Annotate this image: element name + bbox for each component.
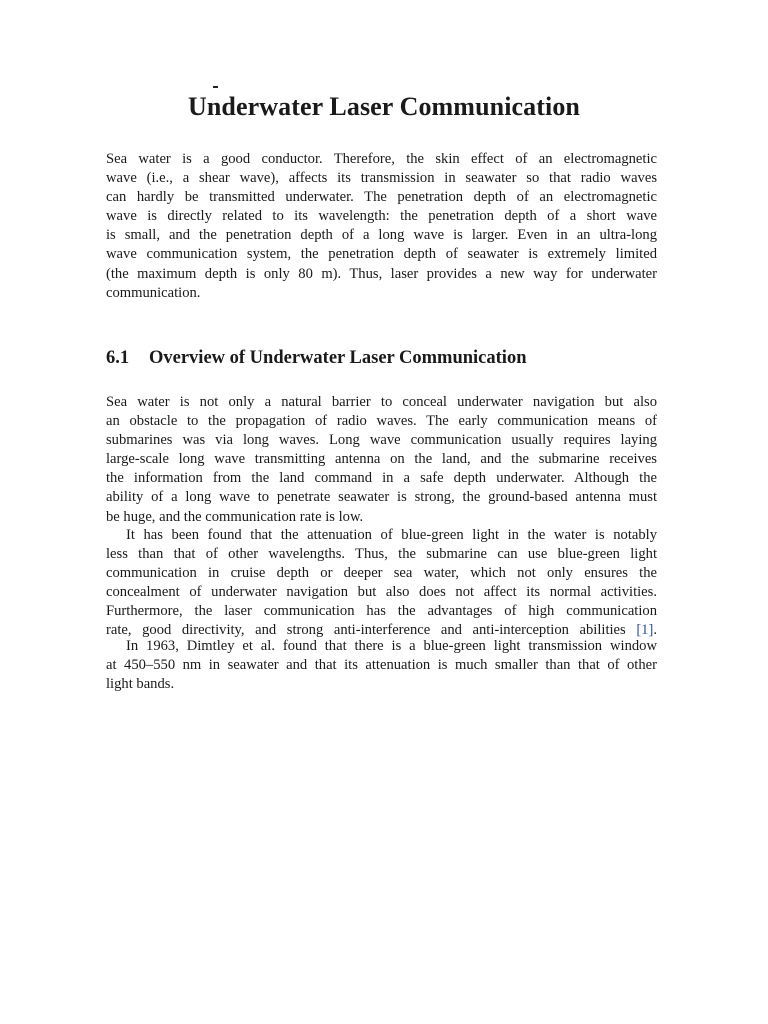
body-paragraph-1 <box>106 393 657 527</box>
citation-period: . <box>653 622 657 639</box>
p1-line: be huge, and the communication rate is low. <box>106 508 364 525</box>
p2-line: Furthermore, the laser communication has the advantages of high communication <box>106 603 657 620</box>
p1-line: large-scale long wave transmitting antenna on the land, and the submarine receives <box>106 451 657 468</box>
intro-line: communication. <box>106 284 201 301</box>
intro-line: can hardly be transmitted underwater. The penetration depth of an electromagnetic <box>106 189 657 206</box>
intro-line: wave is directly related to its wavelength: the penetration depth of a short wave <box>106 208 657 225</box>
p1-line: an obstacle to the propagation of radio waves. The early communication means of <box>106 413 657 430</box>
p2-line: less than that of other wavelengths. Thus, the submarine can use blue-green light <box>106 546 657 563</box>
section-heading <box>106 346 526 370</box>
p3-line: light bands. <box>106 676 175 693</box>
p1-line: Sea water is not only a natural barrier to conceal underwater navigation but also <box>106 394 657 410</box>
section-number: 6.1 <box>106 348 130 368</box>
p3-line: In 1963, Dimtley et al. found that there is a blue-green light transmission window <box>126 638 657 654</box>
p1-line: the information from the land command in a safe depth underwater. Although the <box>106 470 657 487</box>
intro-line: is small, and the penetration depth of a long wave is larger. Even in an ultra-long <box>106 227 657 244</box>
body-paragraph-3 <box>106 637 657 694</box>
p1-line: submarines was via long waves. Long wave communication usually requires laying <box>106 432 657 449</box>
body-paragraph-2 <box>106 526 657 641</box>
intro-line: wave communication system, the penetration depth of seawater is extremely limited <box>106 246 657 263</box>
chapter-title: Underwater Laser Communication <box>187 92 580 121</box>
p1-line: ability of a long wave to penetrate seawater is strong, the ground-based antenna must <box>106 489 657 506</box>
p2-line: concealment of underwater navigation but also does not affect its normal activities. <box>106 584 657 601</box>
intro-line: (the maximum depth is only 80 m). Thus, laser provides a new way for underwater <box>106 265 657 282</box>
intro-line: wave (i.e., a shear wave), affects its transmission in seawater so that radio waves <box>106 170 657 187</box>
intro-paragraph <box>106 150 657 303</box>
intro-line: Sea water is a good conductor. Therefore, the skin effect of an electromagnetic <box>106 151 657 167</box>
citation-link[interactable]: [1] <box>636 622 654 639</box>
p3-line: at 450–550 nm in seawater and that its attenuation is much smaller than that of other <box>106 657 657 674</box>
p2-line: communication in cruise depth or deeper sea water, which not only ensures the <box>106 565 657 582</box>
top-mark <box>213 86 218 88</box>
p2-line-text: rate, good directivity, and strong anti-interference and anti-interception abilities <box>106 622 626 639</box>
section-title: Overview of Underwater Laser Communication <box>149 348 527 368</box>
p2-line: It has been found that the attenuation of blue-green light in the water is notably <box>126 527 657 543</box>
